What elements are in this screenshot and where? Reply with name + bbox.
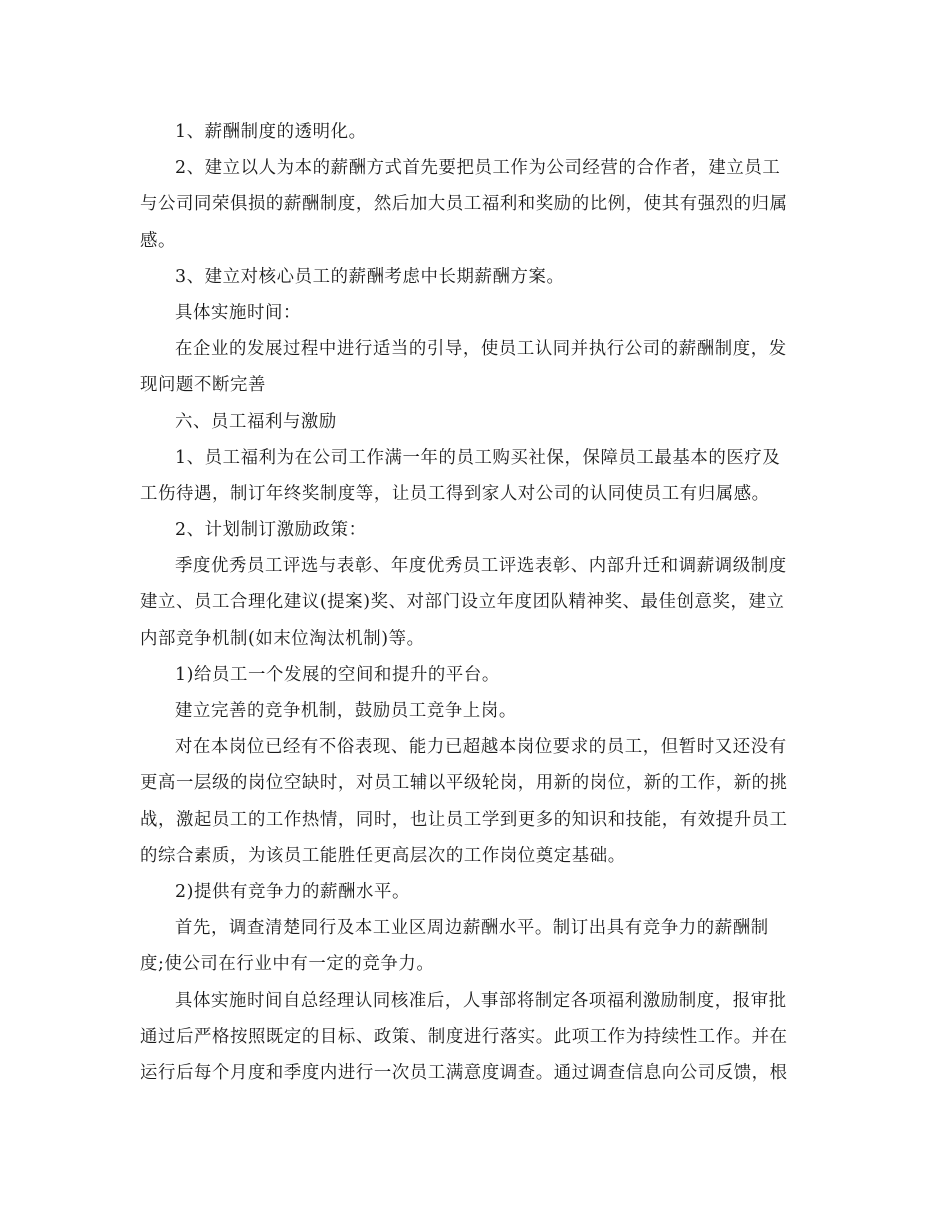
paragraph: [140, 910, 810, 982]
paragraph: [140, 440, 810, 512]
paragraph-first-line: 1、员工福利为在公司工作满一年的员工购买社保，保障员工最基本的医疗及: [175, 447, 781, 468]
paragraph: [140, 512, 810, 548]
paragraph-line: 的综合素质，为该员工能胜任更高层次的工作岗位奠定基础。: [140, 845, 626, 866]
paragraph-first-line: 季度优秀员工评选与表彰、年度优秀员工评选表彰、内部升迁和调薪调级制度: [175, 556, 787, 577]
paragraph: [140, 259, 810, 295]
paragraph-first-line: 建立完善的竞争机制，鼓励员工竞争上岗。: [175, 701, 517, 721]
paragraph: [140, 874, 810, 910]
document-body: [140, 114, 810, 1091]
paragraph-line: 建立、员工合理化建议(提案)奖、对部门设立年度团队精神奖、最佳创意奖，建立: [140, 592, 785, 613]
paragraph-first-line: 具体实施时间：: [175, 302, 301, 323]
paragraph: [140, 404, 810, 440]
paragraph: [140, 729, 810, 874]
paragraph-first-line: 2、计划制订激励政策：: [175, 520, 367, 541]
paragraph-line: 度;使公司在行业中有一定的竞争力。: [140, 954, 435, 975]
paragraph-first-line: 3、建立对核心员工的薪酬考虑中长期薪酬方案。: [175, 266, 565, 287]
paragraph-first-line: 六、员工福利与激励: [175, 411, 337, 432]
paragraph: [140, 548, 810, 657]
paragraph: [140, 657, 810, 693]
paragraph-line: 内部竞争机制(如末位淘汰机制)等。: [140, 628, 425, 649]
paragraph-first-line: 具体实施时间自总经理认同核准后，人事部将制定各项福利激励制度，报审批: [175, 990, 787, 1011]
paragraph-first-line: 2、建立以人为本的薪酬方式首先要把员工作为公司经营的合作者，建立员工: [175, 158, 781, 179]
paragraph-line: 战，激起员工的工作热情，同时，也让员工学到更多的知识和技能，有效提升员工: [140, 809, 788, 830]
paragraph: [140, 983, 810, 1092]
paragraph-first-line: 2)提供有竞争力的薪酬水平。: [175, 881, 410, 902]
paragraph-line: 感。: [140, 230, 176, 251]
paragraph-line: 与公司同荣俱损的薪酬制度，然后加大员工福利和奖励的比例，使其有强烈的归属: [140, 194, 788, 215]
paragraph: [140, 331, 810, 403]
paragraph: [140, 693, 810, 729]
paragraph-first-line: 在企业的发展过程中进行适当的引导，使员工认同并执行公司的薪酬制度，发: [175, 339, 787, 360]
paragraph-first-line: 首先，调查清楚同行及本工业区周边薪酬水平。制订出具有竞争力的薪酬制: [175, 918, 769, 939]
paragraph-line: 工伤待遇，制订年终奖制度等，让员工得到家人对公司的认同使员工有归属感。: [140, 483, 770, 504]
paragraph-first-line: 1)给员工一个发展的空间和提升的平台。: [175, 664, 500, 685]
paragraph-first-line: 1、薪酬制度的透明化。: [175, 122, 367, 142]
paragraph-line: 现问题不断完善: [140, 375, 266, 396]
paragraph: [140, 295, 810, 331]
paragraph: [140, 150, 810, 259]
paragraph-first-line: 对在本岗位已经有不俗表现、能力已超越本岗位要求的员工，但暂时又还没有: [175, 737, 787, 758]
paragraph-line: 通过后严格按照既定的目标、政策、制度进行落实。此项工作为持续性工作。并在: [140, 1026, 788, 1047]
paragraph: [140, 114, 810, 150]
paragraph-line: 更高一层级的岗位空缺时，对员工辅以平级轮岗，用新的岗位，新的工作，新的挑: [140, 773, 788, 794]
paragraph-line: 运行后每个月度和季度内进行一次员工满意度调查。通过调查信息向公司反馈，根: [140, 1062, 788, 1083]
